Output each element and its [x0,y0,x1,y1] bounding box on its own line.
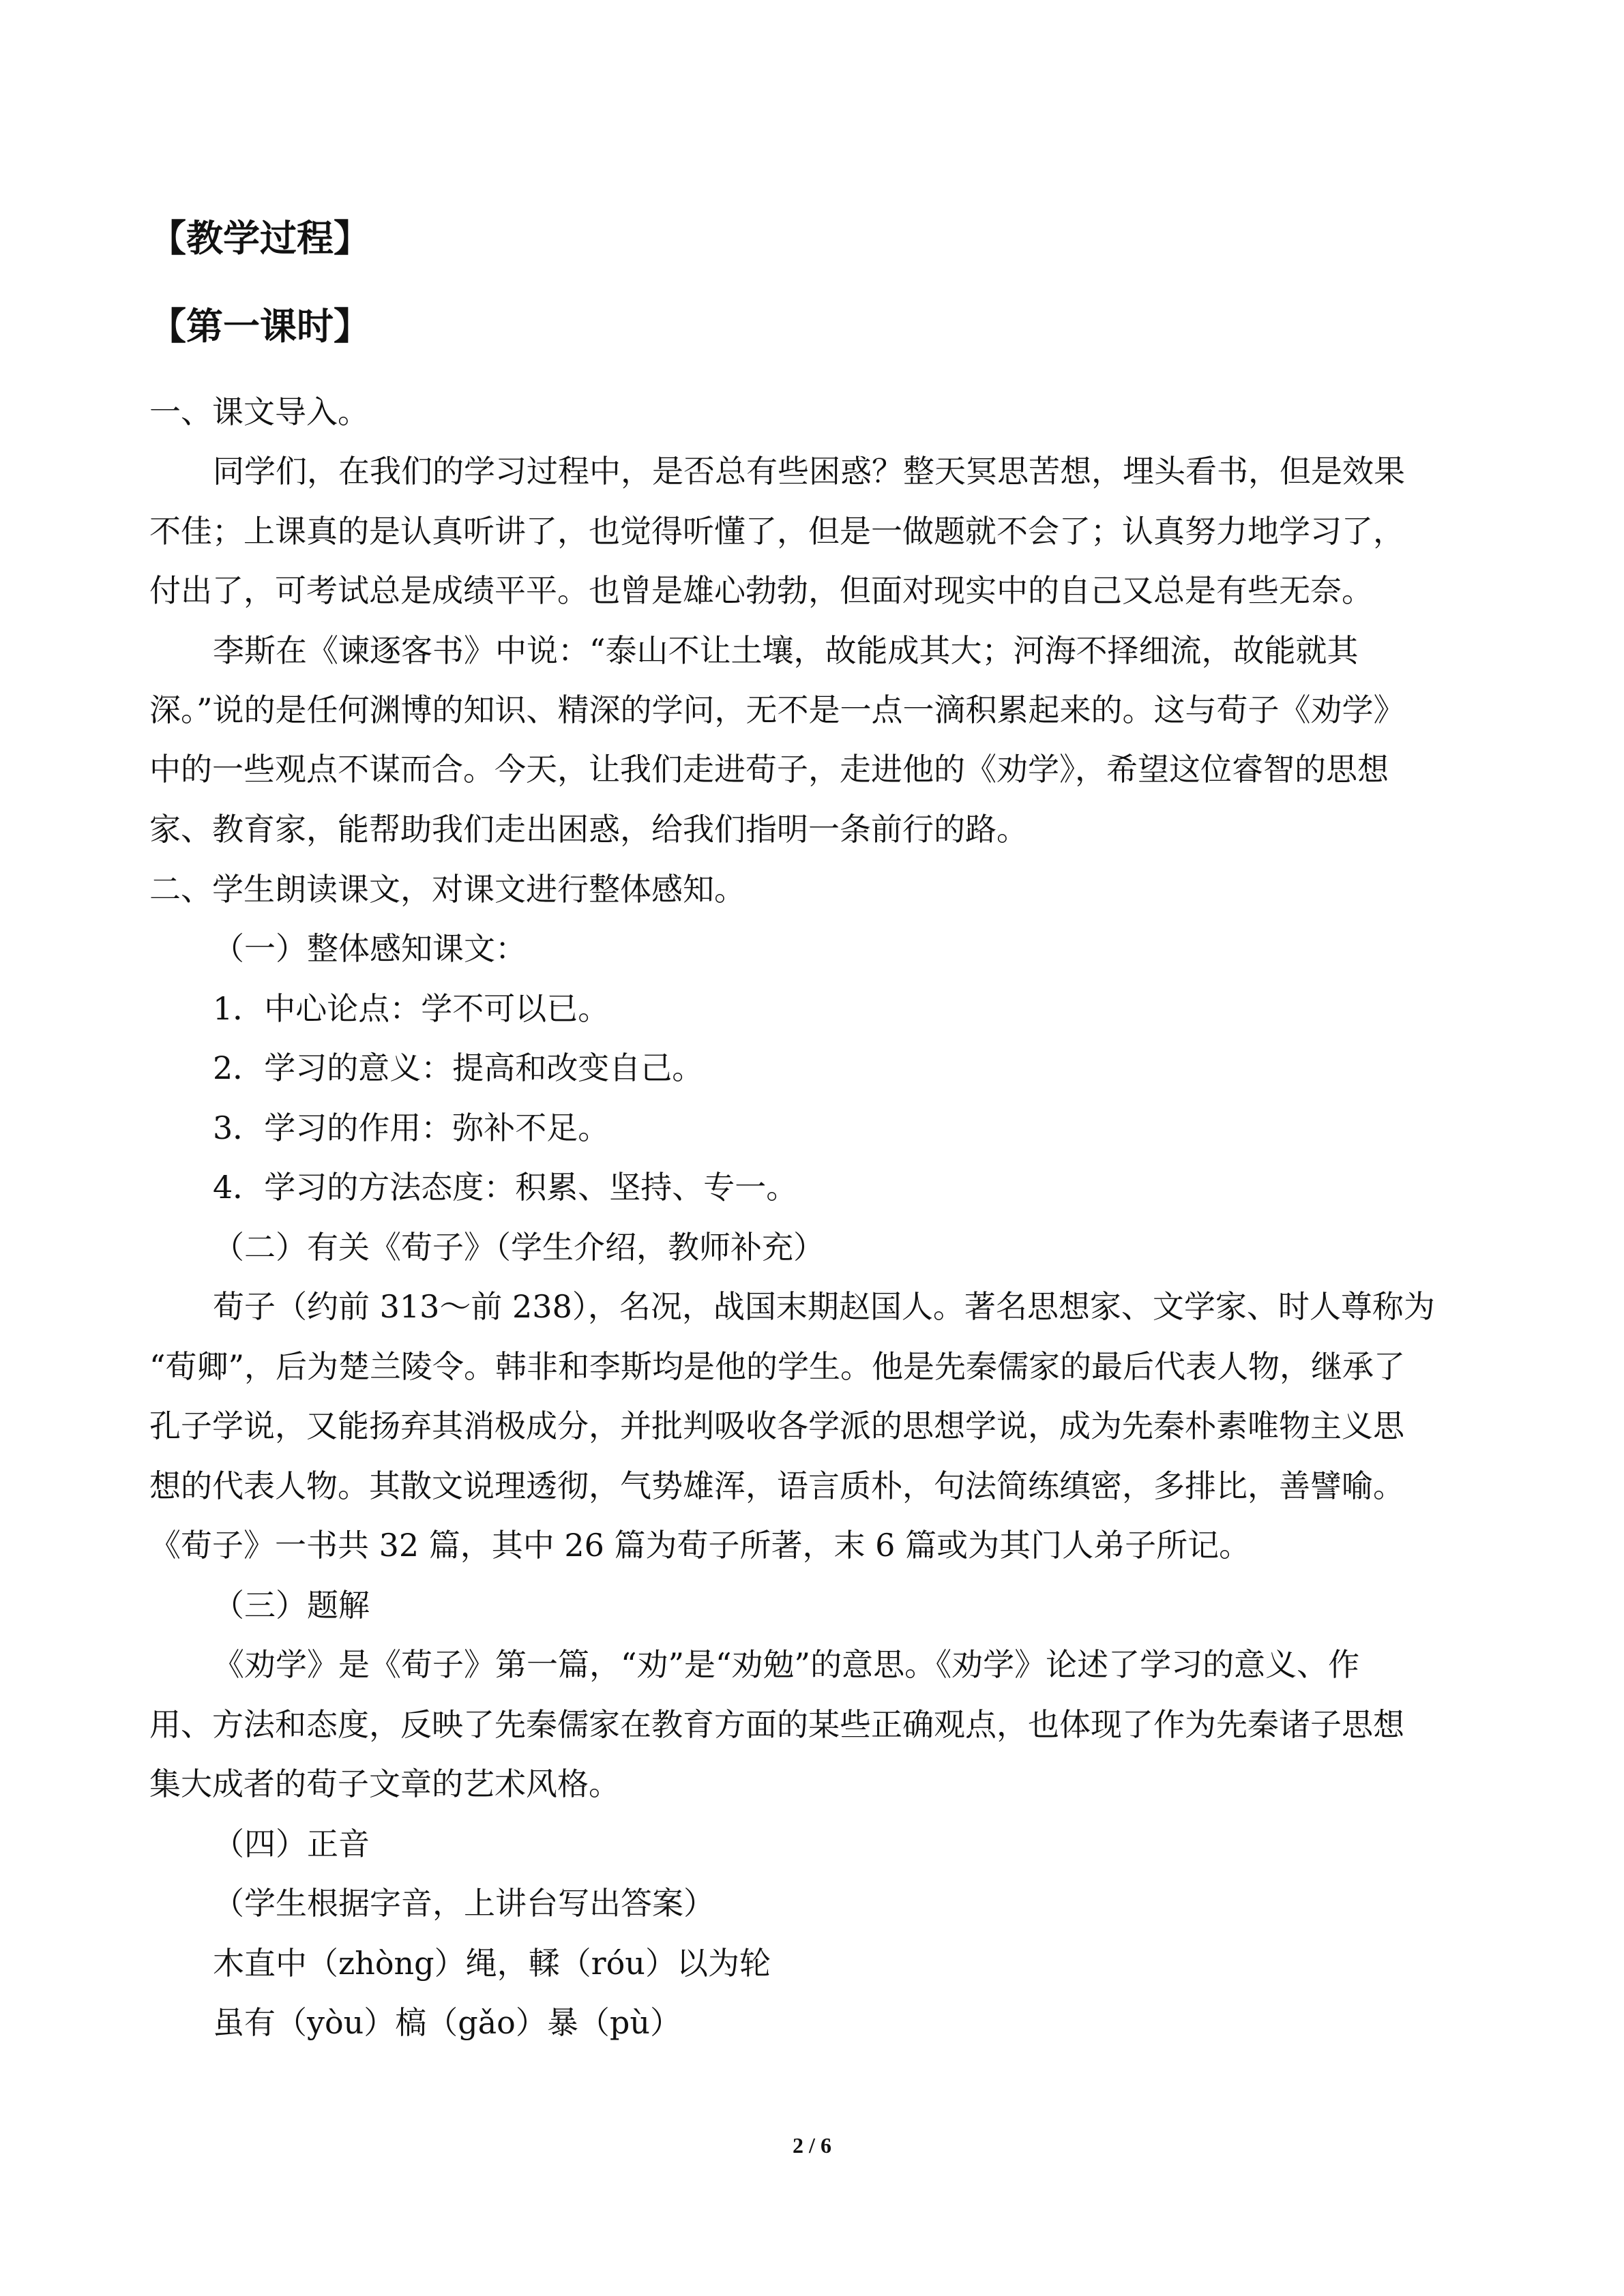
paragraph-line: 想的代表人物。其散文说理透彻，气势雄浑，语言质朴，句法简练缜密，多排比，善譬喻。 [149,1467,1404,1504]
paragraph-line: 李斯在《谏逐客书》中说：“泰山不让土壤，故能成其大；河海不择细流，故能就其 [213,632,1359,669]
subsection-title: （四）正音 [213,1825,370,1862]
paragraph-line: 《荀子》一书共 32 篇，其中 26 篇为荀子所著，末 6 篇或为其门人弟子所记。 [149,1527,1251,1564]
subsection-title: （二）有关《荀子》（学生介绍，教师补充） [213,1229,825,1266]
heading-teaching-process: 【教学过程】 [149,217,370,260]
list-item: 1．中心论点：学不可以已。 [213,990,610,1027]
subsection-title: （一）整体感知课文： [213,930,527,967]
paragraph-line: 家、教育家，能帮助我们走出困惑，给我们指明一条前行的路。 [149,811,1028,848]
subsection-title: （三）题解 [213,1587,370,1624]
list-item: 2．学习的意义：提高和改变自己。 [213,1049,704,1086]
paragraph-line: 用、方法和态度，反映了先秦儒家在教育方面的某些正确观点，也体现了作为先秦诸子思想 [149,1706,1404,1743]
pronunciation-line: 虽有（yòu）槁（gǎo）暴（pù） [213,2004,681,2041]
section-title: 二、学生朗读课文，对课文进行整体感知。 [149,871,745,908]
paragraph-line: 付出了，可考试总是成绩平平。也曾是雄心勃勃，但面对现实中的自己又总是有些无奈。 [149,572,1373,609]
page-number: 2 / 6 [793,2133,831,2158]
paragraph-line: 不佳；上课真的是认真听讲了，也觉得听懂了，但是一做题就不会了；认真努力地学习了， [149,513,1404,550]
paragraph-line: 集大成者的荀子文章的艺术风格。 [149,1765,620,1802]
paragraph-line: 深。”说的是任何渊博的知识、精深的学问，无不是一点一滴积累起来的。这与荀子《劝学》 [149,691,1405,728]
paragraph-line: 孔子学说，又能扬弃其消极成分，并批判吸收各学派的思想学说，成为先秦朴素唯物主义思 [149,1407,1404,1444]
heading-first-lesson: 【第一课时】 [149,305,370,348]
paragraph-line: 荀子（约前 313～前 238），名况，战国末期赵国人。著名思想家、文学家、时人尊称为 [213,1288,1435,1325]
paragraph-line: 《劝学》是《荀子》第一篇，“劝”是“劝勉”的意思。《劝学》论述了学习的意义、作 [213,1646,1360,1683]
pronunciation-line: 木直中（zhòng）绳，輮（róu）以为轮 [213,1945,771,1982]
paragraph-line: “荀卿”，后为楚兰陵令。韩非和李斯均是他的学生。他是先秦儒家的最后代表人物，继承了 [149,1348,1406,1385]
paragraph-line: （学生根据字音，上讲台写出答案） [213,1885,715,1922]
list-item: 4．学习的方法态度：积累、坚持、专一。 [213,1169,798,1206]
paragraph-line: 中的一些观点不谋而合。今天，让我们走进荀子，走进他的《劝学》，希望这位睿智的思想 [149,751,1389,788]
paragraph-line: 同学们，在我们的学习过程中，是否总有些困惑？整天冥思苦想，埋头看书，但是效果 [213,453,1405,490]
section-title: 一、课文导入。 [149,393,369,430]
list-item: 3．学习的作用：弥补不足。 [213,1109,610,1146]
